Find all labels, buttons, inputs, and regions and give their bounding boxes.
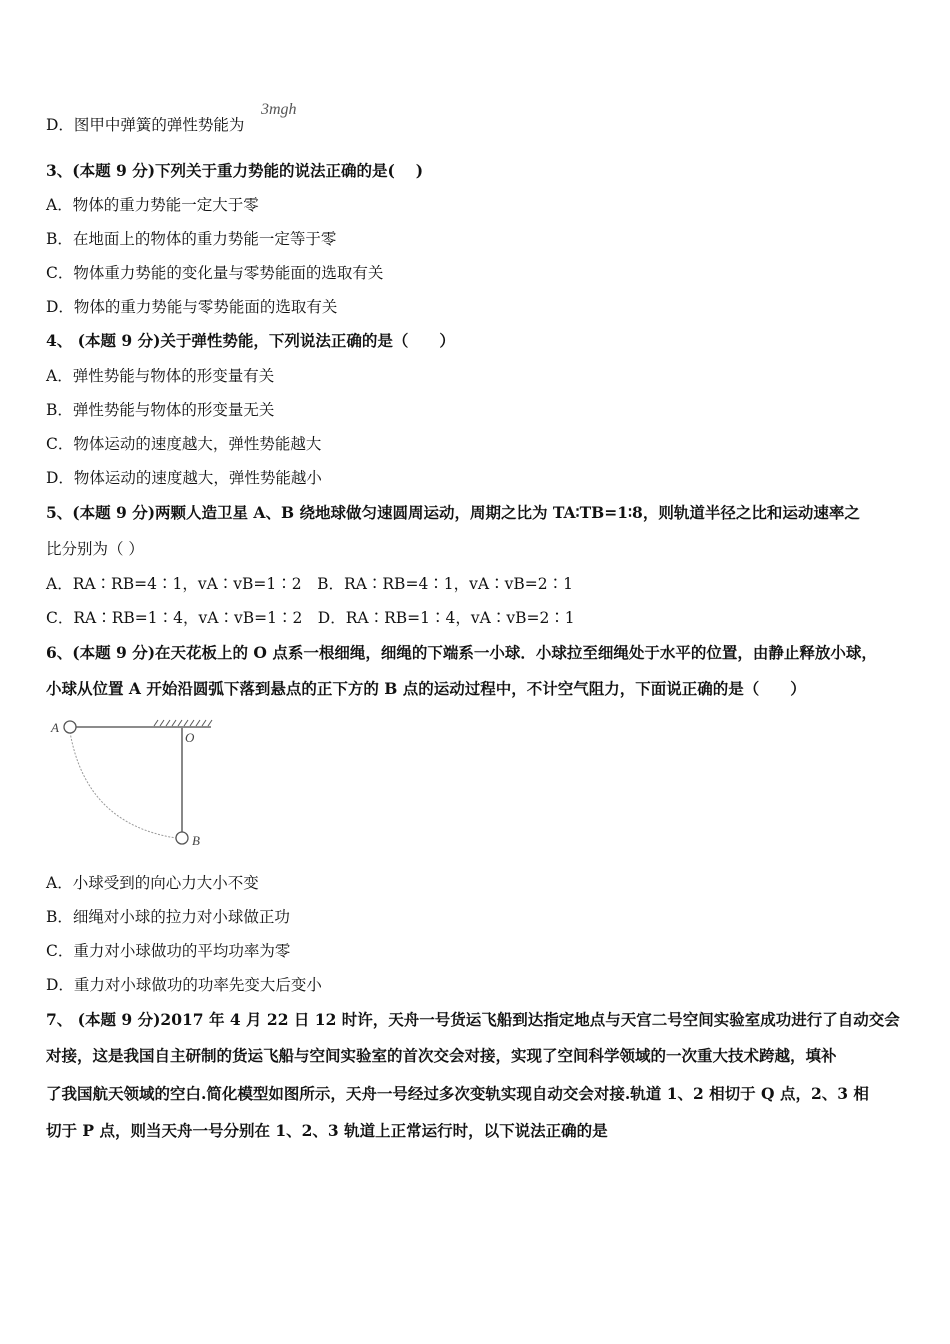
question-7-stem-line-1: 7、 (本题 9 分)2017 年 4 月 22 日 12 时许，天舟一号货运飞船到达指定地点与天宫二号空间实验室成功进行了自动交会 xyxy=(46,1010,900,1029)
q6-option-c: C．重力对小球做功的平均功率为零 xyxy=(46,942,291,960)
question-6-stem-line-1: 6、(本题 9 分)在天花板上的 O 点系一根细绳，细绳的下端系一小球．小球拉至细绳处于水平的位置，由静止释放小球， xyxy=(46,643,877,662)
q4-option-a: A．弹性势能与物体的形变量有关 xyxy=(46,367,275,385)
q3-option-d: D．物体的重力势能与零势能面的选取有关 xyxy=(46,298,338,316)
q3-option-c: C．物体重力势能的变化量与零势能面的选取有关 xyxy=(46,264,384,282)
question-5-stem-line-2: 比分别为（ ） xyxy=(46,540,144,558)
label-a: A xyxy=(51,720,59,735)
q6-option-a: A．小球受到的向心力大小不变 xyxy=(46,874,259,892)
q5-options-ab: A．RA∶RB=4∶1，vA∶vB=1∶2 B．RA∶RB=4∶1，vA∶vB=2∶1 xyxy=(46,575,573,593)
q4-option-d: D．物体运动的速度越大，弹性势能越小 xyxy=(46,469,322,487)
label-b: B xyxy=(192,833,200,848)
math-expression: 3mgh xyxy=(261,101,297,118)
q3-option-a: A．物体的重力势能一定大于零 xyxy=(46,196,259,214)
pendulum-figure xyxy=(46,712,221,854)
q2-option-d: D．图甲中弹簧的弹性势能为 xyxy=(46,116,245,134)
question-7-stem-line-4: 切于 P 点，则当天舟一号分别在 1、2、3 轨道上正常运行时，以下说法正确的是 xyxy=(46,1121,608,1140)
q6-option-d: D．重力对小球做功的功率先变大后变小 xyxy=(46,976,322,994)
question-7-stem-line-2: 对接，这是我国自主研制的货运飞船与空间实验室的首次交会对接，实现了空间科学领域的一次重大技术跨越，填补 xyxy=(46,1046,837,1065)
q3-option-b: B．在地面上的物体的重力势能一定等于零 xyxy=(46,230,337,248)
ceiling-hatch xyxy=(154,720,212,726)
question-4-stem: 4、 (本题 9 分)关于弹性势能，下列说法正确的是（ ） xyxy=(46,331,455,350)
ball-b xyxy=(176,832,188,844)
q4-option-c: C．物体运动的速度越大，弹性势能越大 xyxy=(46,435,322,453)
q5-options-cd: C．RA∶RB=1∶4，vA∶vB=1∶2 D．RA∶RB=1∶4，vA∶vB=2∶1 xyxy=(46,609,575,627)
question-7-stem-line-3: 了我国航天领域的空白.简化模型如图所示，天舟一号经过多次变轨实现自动交会对接.轨道 1、2 相切于 Q 点，2、3 相 xyxy=(46,1084,869,1103)
question-6-stem-line-2: 小球从位置 A 开始沿圆弧下落到悬点的正下方的 B 点的运动过程中，不计空气阻力，下面说正确的是（ ） xyxy=(46,679,806,698)
question-5-stem-line-1: 5、(本题 9 分)两颗人造卫星 A、B 绕地球做匀速圆周运动，周期之比为 TA∶TB=1∶8，则轨道半径之比和运动速率之 xyxy=(46,503,860,522)
label-o: O xyxy=(185,730,195,745)
question-3-stem: 3、(本题 9 分)下列关于重力势能的说法正确的是( ) xyxy=(46,161,424,180)
q4-option-b: B．弹性势能与物体的形变量无关 xyxy=(46,401,275,419)
ball-a xyxy=(64,721,76,733)
q6-option-b: B．细绳对小球的拉力对小球做正功 xyxy=(46,908,290,926)
arc-path xyxy=(70,732,176,838)
